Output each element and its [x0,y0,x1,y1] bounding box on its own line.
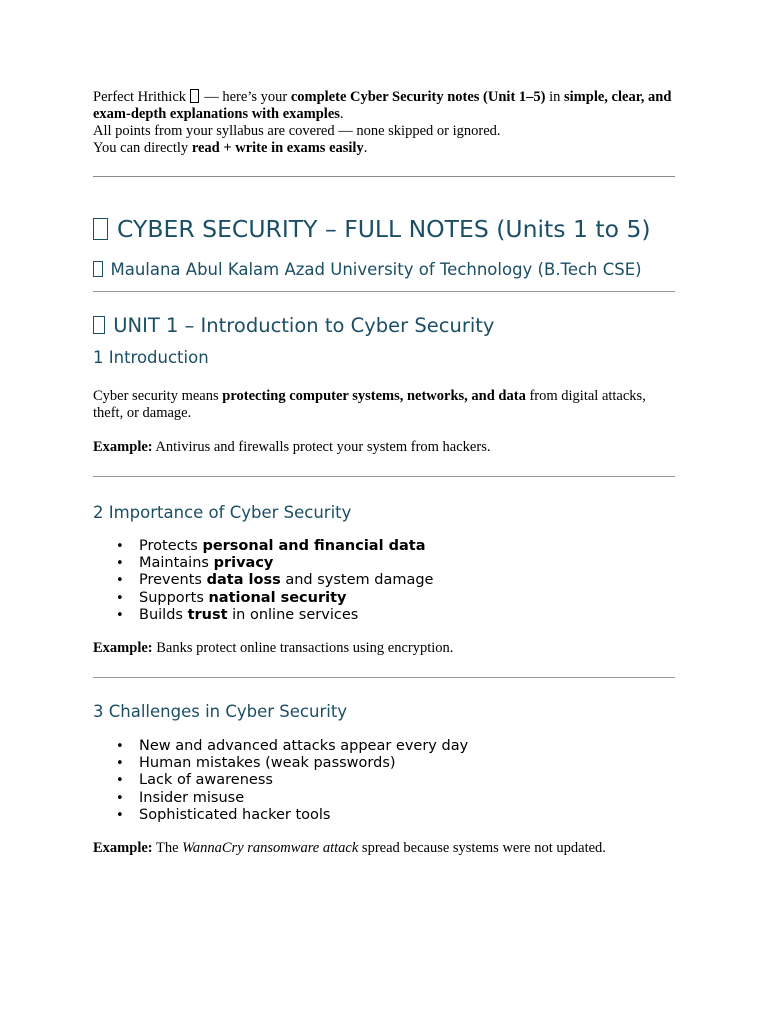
list-item: • Human mistakes (weak passwords) [139,755,675,772]
document-title: CYBER SECURITY – FULL NOTES (Units 1 to 5) [93,213,675,245]
divider [93,476,675,477]
section-1-paragraph: Cyber security means protecting computer systems, networks, and data from digital attacks, theft, or damage. [93,388,646,422]
section-3-example: Example: The WannaCry ransomware attack spread because systems were not updated. [93,840,606,857]
list-item: • New and advanced attacks appear every day [139,738,675,755]
divider [93,176,675,177]
importance-list [93,538,675,624]
divider [93,677,675,678]
intro-paragraph [93,89,675,157]
list-item: • Prevents data loss and system damage [139,572,675,589]
section-2-example: Example: Banks protect online transactions using encryption. [93,640,454,657]
section-2-heading: 2 Importance of Cyber Security [93,503,352,523]
list-item: • Protects personal and financial data [139,538,675,555]
list-item: • Lack of awareness [139,772,675,789]
emoji-placeholder-icon [190,89,199,103]
intro-line-3: You can directly read + write in exams easily. [93,140,368,157]
unit-1-heading: UNIT 1 – Introduction to Cyber Security [93,313,675,339]
section-1-heading: 1 Introduction [93,348,209,368]
divider [93,291,675,292]
list-item: • Builds trust in online services [139,607,675,624]
intro-line-1: Perfect Hrithick — here’s your complete Cyber Security notes (Unit 1–5) in simple, clear, and exam-depth explanations with examples. [93,89,672,123]
section-1-example: Example: Antivirus and firewalls protect your system from hackers. [93,439,491,456]
list-item: • Sophisticated hacker tools [139,807,675,824]
list-item: • Maintains privacy [139,555,675,572]
list-item: • Supports national security [139,590,675,607]
document-subtitle: Maulana Abul Kalam Azad University of Technology (B.Tech CSE) [93,258,675,281]
emoji-placeholder-icon [93,316,105,335]
emoji-placeholder-icon [93,218,108,240]
section-3-heading: 3 Challenges in Cyber Security [93,702,348,722]
challenges-list [93,738,675,824]
list-item: • Insider misuse [139,790,675,807]
emoji-placeholder-icon [93,261,103,277]
document-page [93,80,675,857]
intro-line-2: All points from your syllabus are covered — none skipped or ignored. [93,123,501,140]
